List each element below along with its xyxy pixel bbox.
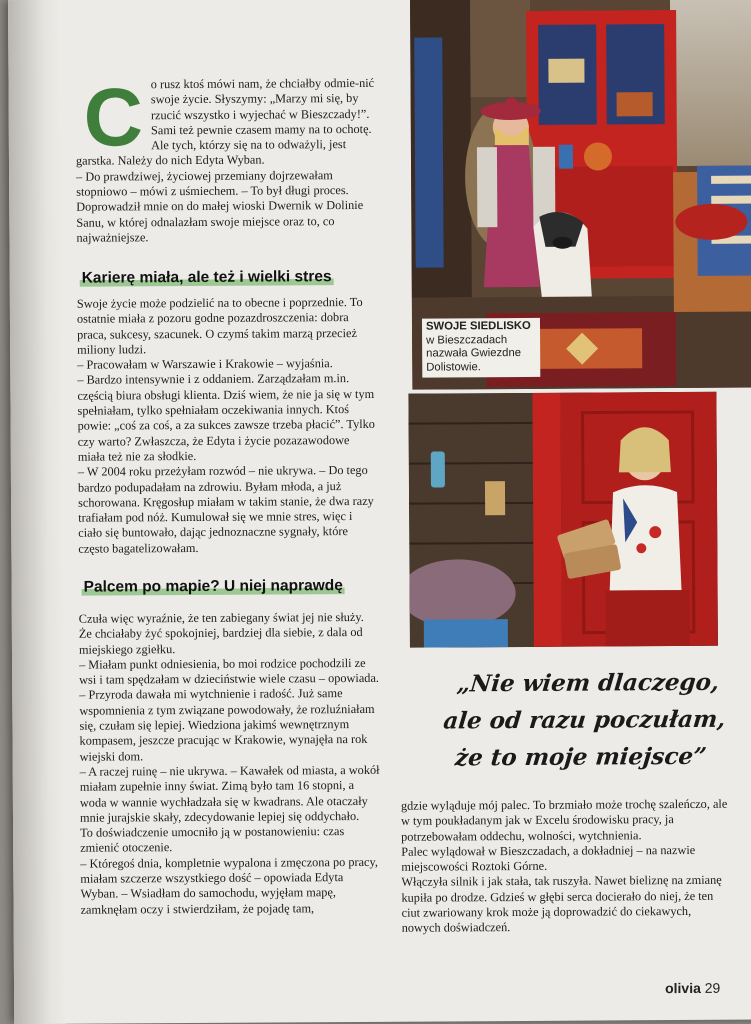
- map-paragraph-4: To doświadczenie umocniło ją w postanowieniu: czas zmienić otoczenie.: [80, 824, 345, 856]
- page-number: 29: [704, 979, 721, 996]
- photo-caption: [422, 318, 540, 378]
- map-paragraph-5: – Któregoś dnia, kompletnie wypalona i zmęczona po pracy, miałam szczerze wszystkiego dość – opowiada Edyta Wyban. – Wsiadłam do samochodu, wyjęłam mapę, zamknęłam oczy i stwierdziłam, że pojadę tam,: [80, 854, 378, 917]
- map-column: [79, 610, 381, 918]
- map-paragraph-2: – Miałam punkt odniesienia, bo moi rodzice pochodzili ze wsi i tam spędzałam w dzieciństwie wiele czasu – opowiada. – Przyroda dawała mi wytchnienie i radość. Już same wspomnienia z tym związane powodowały, że rozluźniałam się, czułam się lepiej. Wiedziona jakimś wewnętrznym kompasem, jeszcze pracując w Krakowie, wynajęła na rok wiejski dom.: [79, 655, 380, 764]
- map-paragraph-3: – A raczej ruinę – nie ukrywa. – Kawałek od miasta, a wokół miałam zupełnie inny świat. Zimą było tam 16 stopni, a woda w wannie wychładzała się w kwadrans. Ale otaczały mnie jurajskie skały, zdecydowanie lepiej się oddychało.: [79, 762, 380, 825]
- magazine-brand: olivia: [664, 979, 701, 997]
- section-heading-career: Karierę miała, ale też i wielki stres: [81, 268, 332, 287]
- magazine-page: [8, 0, 751, 1024]
- career-paragraph-4: – W 2004 roku przeżyłam rozwód – nie ukrywa. – Do tego bardzo podupadałam na zdrowiu. Byłam młoda, a już schorowana. Kręgosłup miałam w takim stanie, że dwa razy trafiałam pod nóż. Kumulował się we mnie stres, więc i ciało się buntowało, dając jednoznaczne sygnały, które często bagatelizowałam.: [77, 463, 374, 556]
- page-fold-shadow: [8, 0, 66, 1024]
- map-paragraph-1: Czuła więc wyraźnie, że ten zabiegany świat jej nie służy. Że chciałaby żyć spokojniej, bardziej dla siebie, z dala od miejskiego zgiełku.: [78, 609, 364, 657]
- right-paragraph-1: gdzie wyląduje mój palec. To brzmiało może trochę szaleńczo, ale w tym poukładanym jak w Excelu środowisku pracy, ja potrzebowałam oddechu, wolności, wytchnienia.: [400, 796, 728, 844]
- intro-column: [75, 72, 376, 246]
- quote-line-2: ale od razu poczułam,: [442, 705, 727, 735]
- intro-paragraph: o rusz ktoś mówi nam, że chciałby odmie-nić swoje życie. Słyszymy: „Marzy mi się, by rzucić wszystko i wyjechać w Bieszczady!”. Sami też pewnie czasem mamy na to ochotę. Ale tych, którzy się na to odważyli, jest garstka. Należy do nich Edyta Wyban.: [75, 75, 375, 169]
- doorway-scene-illustration: [408, 392, 718, 648]
- career-column: [77, 295, 379, 557]
- career-paragraph-1: Swoje życie może podzielić na to obecne i poprzednie. To ostatnie miała z pozoru godne pozazdroszczenia: dobra praca, sukcesy, szacunek. O czymś takim marzą przecież miliony ludzi.: [76, 294, 363, 357]
- photo-doorway: [408, 392, 718, 648]
- section-heading-map: Palcem po mapie? U niej naprawdę: [83, 577, 343, 596]
- pull-quote: [411, 664, 751, 777]
- quote-line-1: „Nie wiem dlaczego,: [455, 668, 721, 698]
- right-paragraph-2: Palec wylądował w Bieszczadach, a dokładniej – na nazwie miejscowości Roztoki Górne.: [401, 842, 696, 874]
- right-text-column: [401, 797, 732, 937]
- career-paragraph-2: – Pracowałam w Warszawie i Krakowie – wyjaśnia.: [77, 356, 333, 372]
- caption-text: w Bieszczadach nazwała Gwiezdne Dolistowie.: [426, 333, 522, 374]
- caption-title: SWOJE SIEDLISKO: [425, 319, 531, 333]
- right-paragraph-3: Włączyła silnik i jak stała, tak ruszyła. Nawet bieliznę na zmianę kupiła po drodze. Gdzieś w głębi serca docierało do niej, że ten ciut zwariowany krok może ją doprowadzić do ciekawych, nowych doświadczeń.: [401, 873, 722, 936]
- drop-cap: C: [83, 72, 144, 164]
- quote-line-3: że to moje miejsce”: [453, 742, 708, 772]
- intro-paragraph-2: – Do prawdziwej, życiowej przemiany dojrzewałam stopniowo – mówi z uśmiechem. – To był długi proces. Doprowadził mnie on do małej wioski Dwernik w Dolinie Sanu, w której odnalazłam swoje miejsce oraz to, co najważniejsze.: [76, 167, 364, 245]
- page-footer: [665, 980, 720, 996]
- career-paragraph-3: – Bardzo intensywnie i z oddaniem. Zarządzałam m.in. częścią biura obsługi klienta. Dziś wiem, że nie ja się w tym spełniałam, tylko spełniałam oczekiwania innych. Ktoś powie: „coś za coś, a za sukces zawsze trzeba płacić”. Tylko czy warto? Zwłaszcza, że Edyta i życie pozazawodowe miała też nie za słodkie.: [77, 371, 375, 464]
